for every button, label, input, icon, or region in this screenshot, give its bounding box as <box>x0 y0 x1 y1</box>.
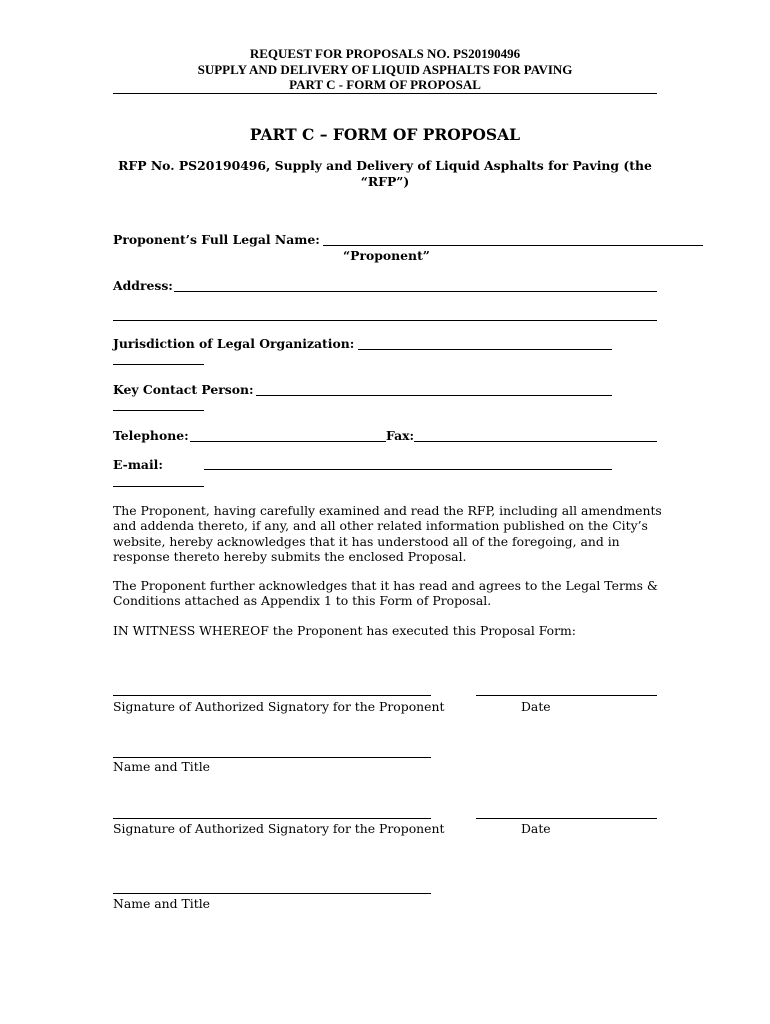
name-title-label-1: Name and Title <box>113 759 210 774</box>
acknowledgement-paragraph: The Proponent, having carefully examined and read the RFP, including all amendments and addenda thereto, if any, and all other related information published on the City’s website, hereby acknowledges that it has understood all of the foregoing, and in response thereto hereby submits the enclosed Proposal. <box>113 503 662 565</box>
signature-label-1: Signature of Authorized Signatory for the Proponent <box>113 699 445 714</box>
key-contact-field-continued[interactable] <box>113 410 204 411</box>
email-label: E-mail: <box>113 457 163 472</box>
header-rfp-subject: SUPPLY AND DELIVERY OF LIQUID ASPHALTS FOR PAVING <box>197 62 573 77</box>
header-divider <box>113 93 657 94</box>
key-contact-field[interactable] <box>256 395 612 396</box>
address-field-line1[interactable] <box>174 291 657 292</box>
email-field[interactable] <box>204 469 612 470</box>
header-part-title: PART C - FORM OF PROPOSAL <box>289 77 481 92</box>
signature-label-2: Signature of Authorized Signatory for the Proponent <box>113 821 445 836</box>
name-title-line-2[interactable] <box>113 893 431 894</box>
date-label-1: Date <box>521 699 551 714</box>
legal-terms-paragraph: The Proponent further acknowledges that it has read and agrees to the Legal Terms & Conditions attached as Appendix 1 to this Form of Proposal. <box>113 578 658 609</box>
date-line-1[interactable] <box>476 695 657 696</box>
proponent-caption: “Proponent” <box>343 248 430 263</box>
fax-field[interactable] <box>414 441 657 442</box>
legal-name-label: Proponent’s Full Legal Name: <box>113 232 320 247</box>
address-label: Address: <box>113 278 173 293</box>
header-rfp-number: REQUEST FOR PROPOSALS NO. PS20190496 <box>249 46 521 61</box>
address-field-line2[interactable] <box>113 320 657 321</box>
telephone-field[interactable] <box>190 441 386 442</box>
jurisdiction-label: Jurisdiction of Legal Organization: <box>113 336 355 351</box>
witness-paragraph: IN WITNESS WHEREOF the Proponent has executed this Proposal Form: <box>113 623 576 638</box>
rfp-subtitle-line1: RFP No. PS20190496, Supply and Delivery of Liquid Asphalts for Paving (the <box>118 158 652 173</box>
key-contact-label: Key Contact Person: <box>113 382 254 397</box>
email-field-continued[interactable] <box>113 486 204 487</box>
name-title-line-1[interactable] <box>113 757 431 758</box>
jurisdiction-field[interactable] <box>358 349 612 350</box>
signature-line-1[interactable] <box>113 695 431 696</box>
telephone-label: Telephone: <box>113 428 189 443</box>
fax-label: Fax: <box>386 428 415 443</box>
name-title-label-2: Name and Title <box>113 896 210 911</box>
page-title: PART C – FORM OF PROPOSAL <box>249 125 521 144</box>
jurisdiction-field-continued[interactable] <box>113 364 204 365</box>
signature-line-2[interactable] <box>113 818 431 819</box>
legal-name-field[interactable] <box>323 245 703 246</box>
date-label-2: Date <box>521 821 551 836</box>
rfp-subtitle-line2: “RFP”) <box>360 174 410 189</box>
date-line-2[interactable] <box>476 818 657 819</box>
